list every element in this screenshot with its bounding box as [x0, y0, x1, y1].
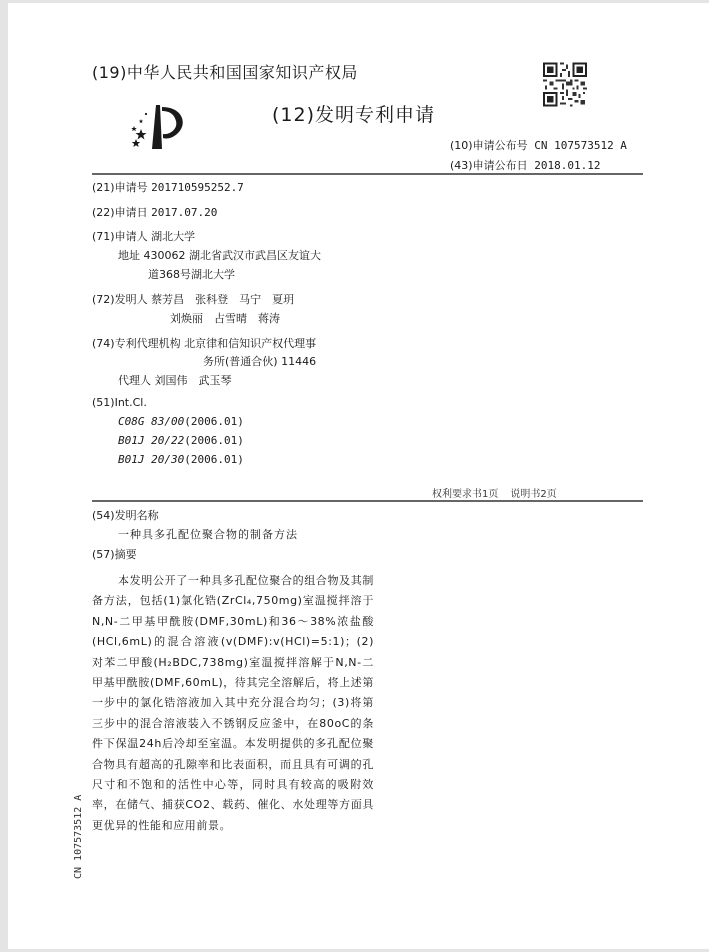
application-date: 2017.07.20 [151, 206, 218, 219]
application-number-label: (21)申请号 [92, 181, 148, 194]
publication-number-label: (10)申请公布号 [450, 139, 528, 152]
invention-title-label: (54)发明名称 [92, 509, 159, 522]
inventors-label: (72)发明人 [92, 293, 148, 306]
page-counts [432, 485, 557, 500]
intcl-code: B01J 20/30 [118, 453, 185, 466]
intcl-entry [118, 453, 244, 466]
inventors-line-1: 蔡芳昌 张科登 马宁 夏玥 [151, 293, 295, 306]
abstract-text [92, 571, 374, 836]
inventors-line-2: 刘焕丽 占雪晴 蒋涛 [170, 312, 280, 325]
application-number-row [92, 179, 244, 195]
abstract-label: (57)摘要 [92, 548, 137, 561]
abstract-body: 本发明公开了一种具多孔配位聚合的组合物及其制备方法，包括(1)氯化锆(ZrCl₄,750mg)室温搅拌溶于N,N-二甲基甲酰胺(DMF,30mL)和36～38%浓盐酸(HCl,6mL)的混合溶液(v(DMF):v(HCl)=5:1)；(2)对苯二甲酸(H₂BDC,738mg)室温搅拌溶解于N,N-二甲基甲酰胺(DMF,60mL)，待其完全溶解后，将上述第一步中的氯化锆溶液加入其中充分混合均匀；(3)将第三步中的混合溶液装入不锈钢反应釜中，在80oC的条件下保温24h后冷却至室温。本发明提供的多孔配位聚合物具有超高的孔隙率和比表面积，而且具有可调的孔尺寸和不饱和的活性中心等，同时具有较高的吸附效率，在储气、捕获CO2、载药、催化、水处理等方面具更优异的性能和应用前景。 [92, 574, 375, 832]
agency-row [92, 335, 316, 351]
address-row [118, 247, 321, 263]
agent-row [118, 372, 232, 388]
publication-date-row [450, 157, 600, 173]
cnipa-logo-icon [126, 103, 190, 151]
intcl-version: (2006.01) [184, 434, 244, 447]
inventors-row [92, 291, 294, 307]
issuing-office: (19)中华人民共和国国家知识产权局 [92, 63, 358, 82]
qr-code-icon [543, 62, 587, 107]
agency-line-2: 务所(普通合伙) 11446 [203, 355, 317, 368]
application-date-label: (22)申请日 [92, 206, 148, 219]
invention-title: 一种具多孔配位聚合物的制备方法 [118, 528, 298, 541]
applicant: 湖北大学 [151, 230, 196, 243]
patent-page [8, 3, 709, 949]
applicant-row [92, 228, 195, 244]
applicant-label: (71)申请人 [92, 230, 148, 243]
agency-label: (74)专利代理机构 [92, 337, 181, 350]
publication-number-row [450, 137, 627, 153]
agent-label: 代理人 [118, 374, 151, 387]
publication-number: CN 107573512 A [534, 139, 627, 152]
intcl-code: C08G 83/00 [118, 415, 185, 428]
intcl-entry [118, 415, 244, 428]
agent: 刘国伟 武玉琴 [154, 374, 232, 387]
application-number: 201710595252.7 [151, 181, 244, 194]
publication-date-label: (43)申请公布日 [450, 159, 528, 172]
header-divider [92, 173, 643, 175]
document-type-title: (12)发明专利申请 [272, 104, 436, 126]
address-line-1: 430062 湖北省武汉市武昌区友谊大 [143, 249, 321, 262]
intcl-version: (2006.01) [184, 415, 244, 428]
intcl-version: (2006.01) [184, 453, 244, 466]
agency-line-1: 北京律和信知识产权代理事 [184, 337, 317, 350]
intcl-label: (51)Int.Cl. [92, 396, 147, 409]
claims-page-count: 权利要求书1页 [432, 489, 499, 500]
intcl-entry [118, 434, 244, 447]
address-label: 地址 [118, 249, 140, 262]
application-date-row [92, 204, 217, 220]
intcl-code: B01J 20/22 [118, 434, 185, 447]
section-divider [92, 500, 643, 502]
address-line-2: 道368号湖北大学 [148, 268, 235, 281]
description-page-count: 说明书2页 [510, 489, 557, 500]
publication-date: 2018.01.12 [534, 159, 601, 172]
side-publication-number: CN 107573512 A [73, 794, 84, 879]
